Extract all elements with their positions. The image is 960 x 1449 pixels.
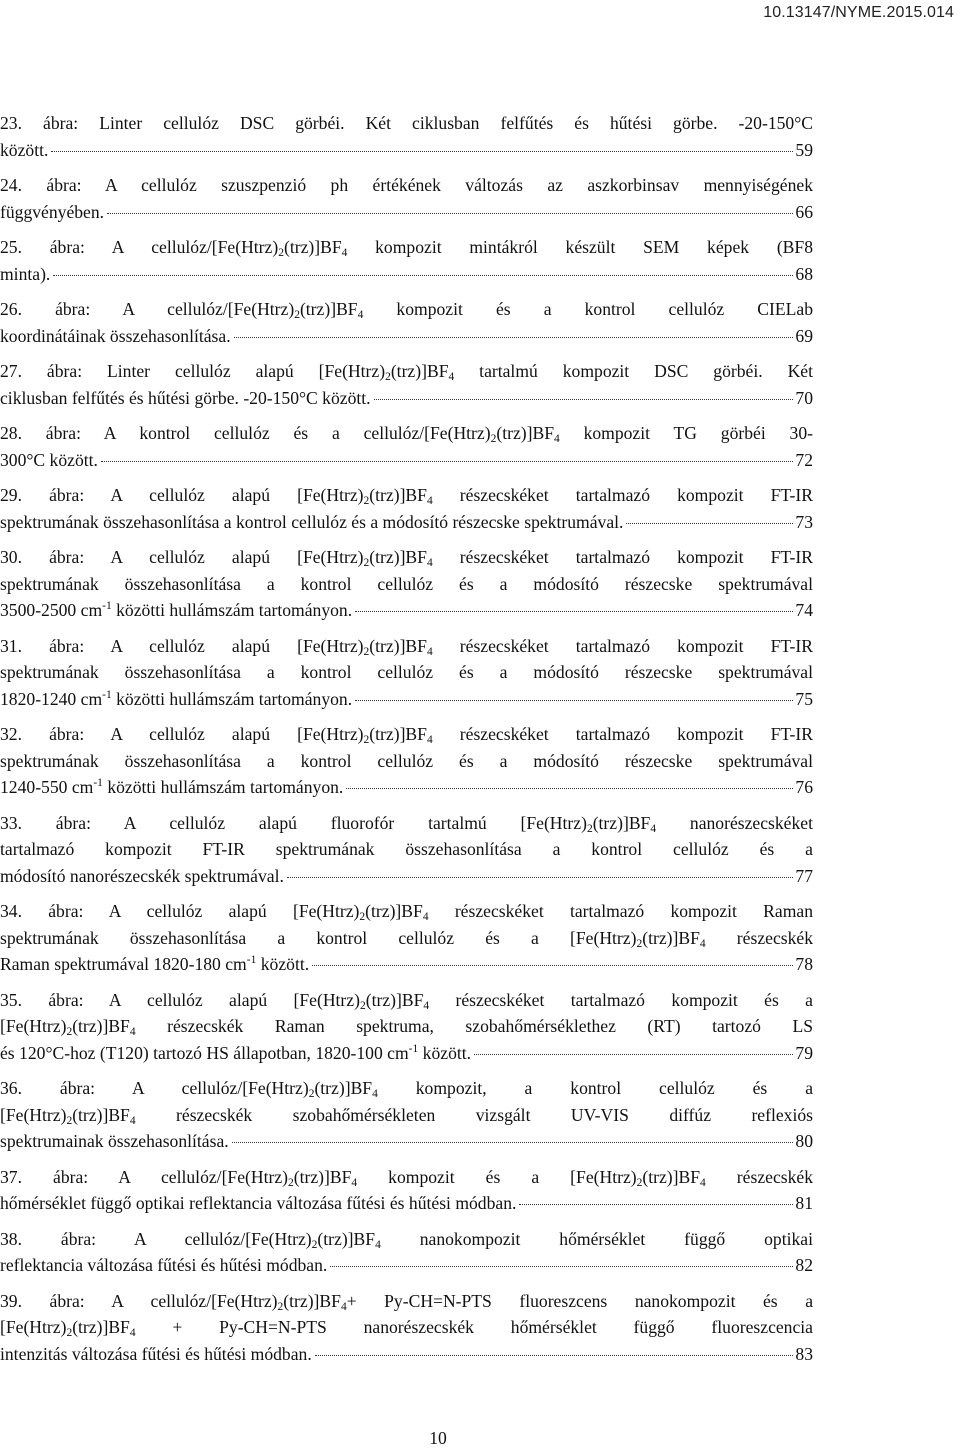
dot-leader: [315, 1355, 794, 1356]
toc-entry[interactable]: [0, 633, 813, 713]
toc-entry[interactable]: [0, 172, 813, 225]
toc-entry-last-line: [0, 137, 813, 164]
toc-entry-text: hőmérséklet függő optikai reflektancia változása fűtési és hűtési módban.: [0, 1193, 517, 1213]
toc-page-number[interactable]: 66: [795, 201, 813, 222]
toc-entry-text: tartalmazó kompozit FT-IR spektrumának összehasonlítása a kontrol cellulóz és a: [0, 839, 813, 859]
dot-leader: [346, 788, 793, 789]
toc-entry-text: 39. ábra: A cellulóz/$[Fe(Htrz)_2(trz)]BF_4+ Py-CH=N-PTS$ fluoreszcens nanokompozit és a: [0, 1290, 813, 1313]
toc-entry-last-line: [0, 951, 813, 978]
toc-entry-text: 32. ábra: A cellulóz alapú $[Fe(Htrz)_2(trz)]BF_4$ részecskéket tartalmazó kompozit FT-IR: [0, 724, 813, 746]
toc-entry-text: 36. ábra: A cellulóz/$[Fe(Htrz)_2(trz)]BF_4$ kompozit, a kontrol cellulóz és a: [0, 1078, 813, 1100]
dot-leader: [474, 1054, 793, 1055]
toc-page-number[interactable]: 77: [795, 865, 813, 886]
toc-page-number[interactable]: 74: [795, 600, 813, 620]
toc-entry[interactable]: [0, 358, 813, 411]
toc-entry-line: [0, 987, 813, 1014]
toc-entry-text: 33. ábra: A cellulóz alapú fluorofór tartalmú $[Fe(Htrz)_2(trz)]BF_4$ nanorészecskéket: [0, 812, 813, 835]
toc-entry-text: 25. ábra: A cellulóz/$[Fe(Htrz)_2(trz)]BF_4$ kompozit mintákról készült SEM képek (BF8: [0, 237, 814, 259]
toc-entry-last-line: [0, 385, 813, 412]
toc-page-number[interactable]: 78: [795, 954, 813, 974]
toc-entry-line: [0, 420, 813, 447]
toc-page-number[interactable]: 75: [795, 688, 813, 709]
toc-entry-line: [0, 1164, 813, 1191]
toc-entry[interactable]: [0, 1226, 813, 1279]
toc-entry-text: 1240-550 $cm^{-1}$ közötti hullámszám tartományon.: [0, 777, 344, 797]
toc-entry-text: 30. ábra: A cellulóz alapú $[Fe(Htrz)_2(trz)]BF_4$ részecskéket tartalmazó kompozit FT-IR: [0, 547, 813, 569]
toc-entry-line: [0, 659, 813, 686]
toc-entry[interactable]: [0, 544, 813, 624]
toc-entry-text: spektrumának összehasonlítása a kontrol cellulóz és a módosító részecske spektrumával: [0, 750, 813, 771]
dot-leader: [234, 337, 794, 338]
toc-entry-text: koordinátáinak összehasonlítása.: [0, 325, 231, 346]
toc-entry-text: 23. ábra: Linter cellulóz DSC görbéi. Két ciklusban felfűtés és hűtési görbe. -20-150°C: [0, 113, 813, 133]
toc-page-number[interactable]: 76: [795, 777, 813, 797]
doi-header: 10.13147/NYME.2015.014: [763, 4, 954, 21]
toc-page-number[interactable]: 59: [795, 139, 813, 160]
toc-entry-text: spektrumának összehasonlítása a kontrol cellulóz és a módosító részecske spektrumával.: [0, 511, 624, 532]
toc-entry-text: 31. ábra: A cellulóz alapú $[Fe(Htrz)_2(trz)]BF_4$ részecskéket tartalmazó kompozit FT-IR: [0, 635, 813, 658]
toc-entry-line: [0, 296, 813, 323]
toc-entry-line: [0, 1013, 813, 1040]
toc-entry-last-line: [0, 509, 813, 536]
dot-leader: [232, 1142, 794, 1143]
toc-entry-text: intenzitás változása fűtési és hűtési módban.: [0, 1343, 312, 1364]
toc-entry[interactable]: [0, 1164, 813, 1217]
toc-page-number[interactable]: 69: [795, 325, 813, 346]
toc-entry-text: spektrumának összehasonlítása a kontrol cellulóz és a $[Fe(Htrz)_2(trz)]BF_4$ részecskék: [0, 927, 813, 950]
toc-entry-text: spektrumának összehasonlítása a kontrol cellulóz és a módosító részecske spektrumával: [0, 573, 813, 594]
toc-page-number[interactable]: 70: [795, 387, 813, 408]
toc-entry-text: között.: [0, 139, 49, 160]
toc-entry[interactable]: [0, 420, 813, 473]
toc-entry-text: ciklusban felfűtés és hűtési görbe. -20-150°C között.: [0, 387, 371, 408]
toc-entry-last-line: [0, 1128, 813, 1155]
dot-leader: [312, 965, 793, 966]
toc-entry-text: 3500-2500 $cm^{-1}$ közötti hullámszám tartományon.: [0, 600, 353, 620]
toc-entry[interactable]: [0, 721, 813, 801]
toc-entry-last-line: [0, 1040, 813, 1067]
toc-entry-text: 37. ábra: A cellulóz/$[Fe(Htrz)_2(trz)]BF_4$ kompozit és a $[Fe(Htrz)_2(trz)]BF_4$ részecskék: [0, 1166, 813, 1189]
toc-entry-line: [0, 1226, 813, 1253]
toc-entry-text: 1820-1240 $cm^{-1}$ közötti hullámszám tartományon.: [0, 688, 353, 709]
dot-leader: [626, 523, 793, 524]
dot-leader: [107, 213, 793, 214]
toc-entry-line: [0, 633, 813, 660]
toc-entry-text: $[Fe(Htrz)_2(trz)]BF_4 + Py-CH=N-PTS$ nanorészecskék hőmérséklet függő fluoreszcencia: [0, 1317, 813, 1339]
toc-entry-last-line: [0, 1341, 813, 1368]
toc-entry[interactable]: [0, 810, 813, 890]
toc-entry-text: spektrumainak összehasonlítása.: [0, 1131, 229, 1151]
dot-leader: [374, 399, 794, 400]
toc-entry[interactable]: [0, 110, 813, 163]
toc-entry-line: [0, 836, 813, 863]
toc-entry[interactable]: [0, 898, 813, 978]
toc-entry-line: [0, 1288, 813, 1315]
toc-entry-last-line: [0, 774, 813, 801]
toc-page-number[interactable]: 73: [795, 511, 813, 532]
toc-entry-last-line: [0, 686, 813, 713]
toc-entry[interactable]: [0, 234, 813, 287]
toc-entry-text: $[Fe(Htrz)_2(trz)]BF_4$ részecskék szobahőmérsékleten vizsgált UV-VIS diffúz reflexiós: [0, 1104, 813, 1127]
toc-entry-line: [0, 482, 813, 509]
dot-leader: [519, 1204, 793, 1205]
toc-entry-last-line: [0, 447, 813, 474]
toc-entry[interactable]: [0, 1288, 813, 1368]
toc-entry-line: [0, 544, 813, 571]
toc-entry-text: 28. ábra: A kontrol cellulóz és a cellulóz/$[Fe(Htrz)_2(trz)]BF_4$ kompozit TG görbéi 30-: [0, 423, 813, 445]
toc-entry-text: függvényében.: [0, 201, 105, 222]
toc-entry-last-line: [0, 863, 813, 890]
toc-page-number[interactable]: 79: [795, 1042, 813, 1063]
toc-entry-text: 34. ábra: A cellulóz alapú $[Fe(Htrz)_2(trz)]BF_4$ részecskéket tartalmazó kompozit Raman: [0, 901, 813, 923]
toc-entry-text: 29. ábra: A cellulóz alapú $[Fe(Htrz)_2(trz)]BF_4$ részecskéket tartalmazó kompozit FT-IR: [0, 485, 813, 507]
toc-entry-line: [0, 1102, 813, 1129]
toc-entry-line: [0, 1314, 813, 1341]
toc-entry[interactable]: [0, 1075, 813, 1155]
toc-entry[interactable]: [0, 482, 813, 535]
toc-entry-last-line: [0, 261, 813, 288]
toc-entry-last-line: [0, 1252, 813, 1279]
toc-page-number[interactable]: 72: [795, 449, 813, 470]
toc-entry-text: reflektancia változása fűtési és hűtési módban.: [0, 1255, 328, 1275]
toc-entry-line: [0, 110, 813, 137]
toc-entry-line: [0, 721, 813, 748]
toc-entry-line: [0, 925, 813, 952]
dot-leader: [355, 611, 793, 612]
toc-entry-text: 24. ábra: A cellulóz szuszpenzió ph értékének változás az aszkorbinsav mennyiségének: [0, 175, 813, 195]
page-number: 10: [429, 1428, 447, 1448]
toc-entry-last-line: [0, 199, 813, 226]
toc-page-number[interactable]: 80: [795, 1131, 813, 1151]
toc-entry-text: módosító nanorészecskék spektrumával.: [0, 865, 284, 886]
dot-leader: [287, 877, 794, 878]
dot-leader: [101, 461, 793, 462]
toc-page-number[interactable]: 82: [795, 1255, 813, 1275]
toc-entry-text: spektrumának összehasonlítása a kontrol cellulóz és a módosító részecske spektrumával: [0, 662, 813, 682]
toc-entry-last-line: [0, 323, 813, 350]
toc-entry[interactable]: [0, 296, 813, 349]
dot-leader: [355, 700, 793, 701]
toc-entry-text: Raman spektrumával 1820-180 $cm^{-1}$ között.: [0, 954, 310, 974]
toc-entry-text: 26. ábra: A cellulóz/$[Fe(Htrz)_2(trz)]BF_4$ kompozit és a kontrol cellulóz CIELab: [0, 299, 813, 321]
toc-entry-last-line: [0, 1190, 813, 1217]
toc-entry-text: minta).: [0, 263, 51, 284]
toc-entry-line: [0, 748, 813, 775]
toc-entry-text: 27. ábra: Linter cellulóz alapú $[Fe(Htrz)_2(trz)]BF_4$ tartalmú kompozit DSC görbéi. Két: [0, 361, 813, 383]
toc-entry-line: [0, 1075, 813, 1102]
toc-page-number[interactable]: 83: [795, 1343, 813, 1364]
toc-entry-line: [0, 172, 813, 199]
toc-page-number[interactable]: 68: [795, 263, 813, 284]
dot-leader: [53, 275, 793, 276]
dot-leader: [51, 151, 793, 152]
toc-entry-line: [0, 898, 813, 925]
toc-entry-last-line: [0, 597, 813, 624]
toc-entry-text: és 120°C-hoz (T120) tartozó HS állapotban, 1820-100 $cm^{-1}$ között.: [0, 1042, 472, 1063]
toc-entry[interactable]: [0, 987, 813, 1067]
toc-entry-line: [0, 358, 813, 385]
toc-entry-text: 35. ábra: A cellulóz alapú $[Fe(Htrz)_2(trz)]BF_4$ részecskéket tartalmazó kompozit és a: [0, 989, 813, 1012]
list-of-figures: [0, 110, 813, 1376]
toc-entry-line: [0, 234, 813, 261]
toc-entry-text: 38. ábra: A cellulóz/$[Fe(Htrz)_2(trz)]BF_4$ nanokompozit hőmérséklet függő optikai: [0, 1228, 813, 1251]
toc-entry-line: [0, 571, 813, 598]
toc-entry-text: 300°C között.: [0, 449, 98, 470]
toc-entry-line: [0, 810, 813, 837]
toc-entry-text: $[Fe(Htrz)_2(trz)]BF_4$ részecskék Raman spektruma, szobahőmérséklethez (RT) tartozó LS: [0, 1016, 813, 1038]
toc-page-number[interactable]: 81: [795, 1193, 813, 1213]
dot-leader: [330, 1266, 793, 1267]
